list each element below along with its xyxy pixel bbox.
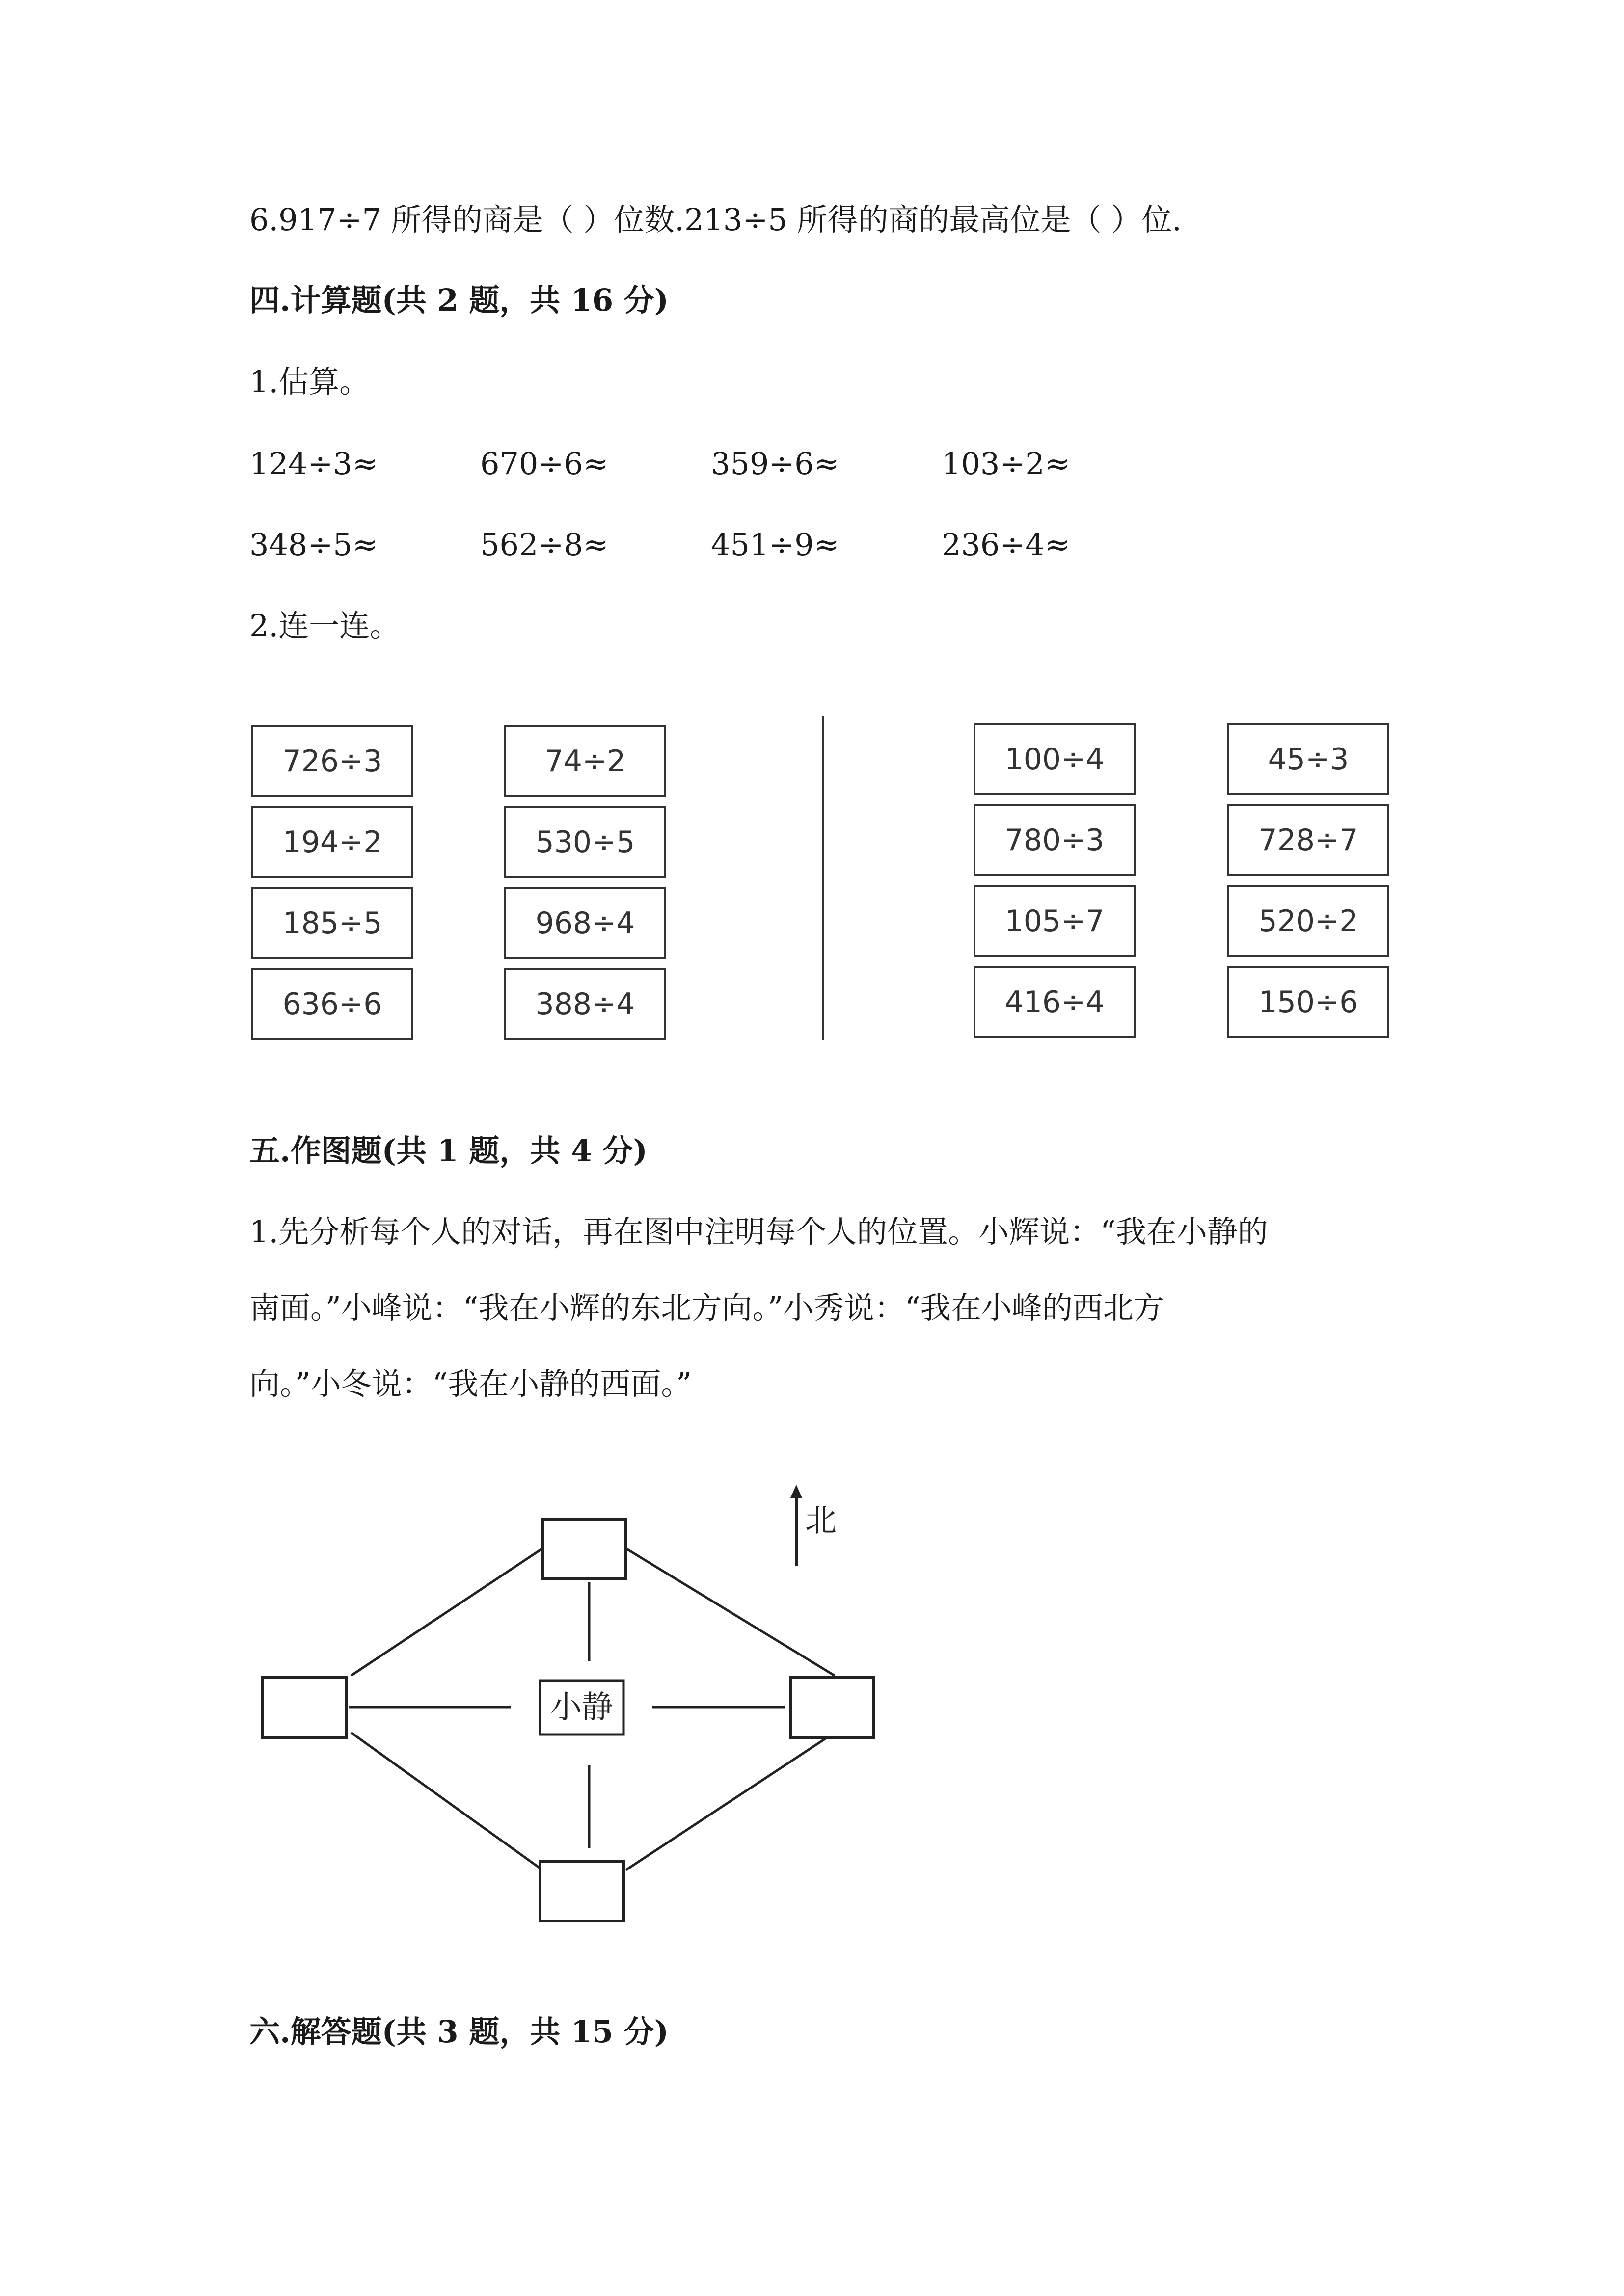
matching-divider	[822, 716, 824, 1040]
blank-box-north	[542, 1519, 626, 1579]
match-box[interactable]: 150÷6	[1227, 966, 1389, 1038]
match-box[interactable]: 780÷3	[974, 804, 1136, 876]
match-box[interactable]: 530÷5	[504, 806, 666, 878]
estimate-item: 348÷5≈	[249, 527, 378, 562]
match-box[interactable]: 74÷2	[504, 725, 666, 797]
match-box[interactable]: 520÷2	[1227, 885, 1389, 957]
estimate-item: 562÷8≈	[480, 527, 609, 562]
estimate-item: 236÷4≈	[942, 527, 1070, 562]
match-box[interactable]: 194÷2	[251, 806, 413, 878]
matching-question-title: 2.连一连。	[249, 608, 401, 643]
diagram-edge	[626, 1548, 835, 1676]
estimate-item: 359÷6≈	[711, 446, 839, 481]
match-box[interactable]: 45÷3	[1227, 723, 1389, 795]
estimate-item: 124÷3≈	[249, 446, 378, 481]
blank-box-south	[540, 1861, 623, 1921]
match-box[interactable]: 968÷4	[504, 887, 666, 959]
match-box[interactable]: 185÷5	[251, 887, 413, 959]
section-4-heading: 四.计算题(共 2 题，共 16 分)	[249, 282, 669, 318]
estimate-question-title: 1.估算。	[249, 364, 370, 400]
question-6: 6.917÷7 所得的商是（ ）位数.213÷5 所得的商的最高位是（ ）位.	[249, 202, 1182, 238]
drawing-question-line: 南面。”小峰说：“我在小辉的东北方向。”小秀说：“我在小峰的西北方	[249, 1290, 1164, 1326]
section-5-heading: 五.作图题(共 1 题，共 4 分)	[249, 1133, 648, 1169]
match-box[interactable]: 105÷7	[974, 885, 1136, 957]
center-label: 小静	[550, 1689, 613, 1726]
diagram-edge	[626, 1733, 835, 1870]
blank-box-west	[263, 1678, 346, 1737]
blank-box-east	[790, 1678, 874, 1737]
position-diagram	[255, 1472, 943, 1939]
estimate-item: 451÷9≈	[711, 527, 839, 562]
section-6-heading: 六.解答题(共 3 题，共 15 分)	[249, 2014, 669, 2050]
match-box[interactable]: 388÷4	[504, 968, 666, 1040]
estimate-item: 103÷2≈	[942, 446, 1070, 481]
drawing-question-line: 向。”小冬说：“我在小静的西面。”	[249, 1366, 692, 1402]
match-box[interactable]: 416÷4	[974, 966, 1136, 1038]
north-label: 北	[805, 1503, 837, 1539]
match-box[interactable]: 726÷3	[251, 725, 413, 797]
diagram-edge	[351, 1548, 542, 1676]
match-box[interactable]: 636÷6	[251, 968, 413, 1040]
drawing-question-line: 1.先分析每个人的对话，再在图中注明每个人的位置。小辉说：“我在小静的	[249, 1214, 1268, 1250]
diagram-edge	[351, 1733, 542, 1870]
estimate-item: 670÷6≈	[480, 446, 609, 481]
north-arrow-icon	[790, 1485, 802, 1498]
match-box[interactable]: 100÷4	[974, 723, 1136, 795]
match-box[interactable]: 728÷7	[1227, 804, 1389, 876]
